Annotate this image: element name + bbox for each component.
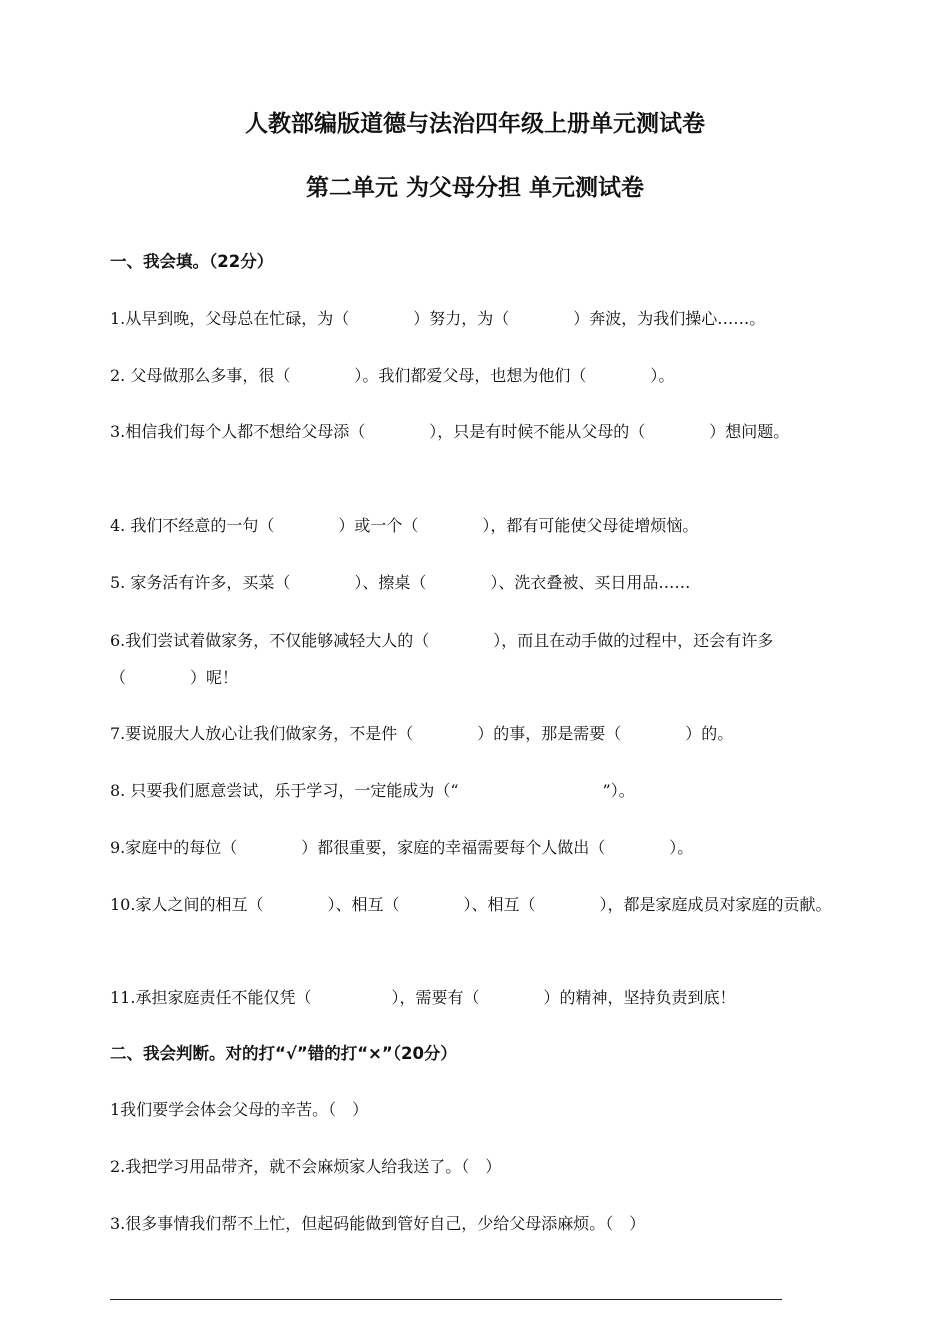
judge-question-2: 2.我把学习用品带齐，就不会麻烦家人给我送了。（ ） <box>110 1157 502 1176</box>
fill-question-3: 3.相信我们每个人都不想给父母添（ ），只是有时候不能从父母的（ ）想问题。 <box>110 422 790 441</box>
fill-question-5: 5. 家务活有许多，买菜（ ）、擦桌（ ）、洗衣叠被、买日用品…… <box>110 573 691 592</box>
fill-question-2: 2. 父母做那么多事，很（ ）。我们都爱父母，也想为他们（ ）。 <box>110 366 675 385</box>
judge-question-1: 1我们要学会体会父母的辛苦。（ ） <box>110 1100 369 1119</box>
page-subtitle: 第二单元 为父母分担 单元测试卷 <box>305 175 644 201</box>
fill-question-4: 4. 我们不经意的一句（ ）或一个（ ），都有可能使父母徒增烦恼。 <box>110 516 699 535</box>
fill-question-10: 10.家人之间的相互（ ）、相互（ ）、相互（ ），都是家庭成员对家庭的贡献。 <box>110 895 832 914</box>
page-title: 人教部编版道德与法治四年级上册单元测试卷 <box>245 111 705 137</box>
fill-question-9: 9.家庭中的每位（ ）都很重要，家庭的幸福需要每个人做出（ ）。 <box>110 838 694 857</box>
footer-divider <box>110 1299 782 1300</box>
fill-question-11: 11.承担家庭责任不能仅凭（ ），需要有（ ）的精神，坚持负责到底！ <box>110 988 736 1007</box>
fill-question-7: 7.要说服大人放心让我们做家务，不是件（ ）的事，那是需要（ ）的。 <box>110 724 734 743</box>
judge-question-3: 3.很多事情我们帮不上忙，但起码能做到管好自己，少给父母添麻烦。（ ） <box>110 1214 646 1233</box>
fill-question-6: 6.我们尝试着做家务，不仅能够减轻大人的（ ），而且在动手做的过程中，还会有许多（ ）呢！ <box>110 631 774 687</box>
section-heading-judge: 二、我会判断。对的打“√”错的打“×”（20分） <box>110 1044 457 1063</box>
section-heading-fill-in: 一、我会填。（22分） <box>110 252 274 271</box>
fill-question-1: 1.从早到晚，父母总在忙碌，为（ ）努力，为（ ）奔波，为我们操心……。 <box>110 309 766 328</box>
fill-question-8: 8. 只要我们愿意尝试，乐于学习，一定能成为（“ ”）。 <box>110 781 635 800</box>
